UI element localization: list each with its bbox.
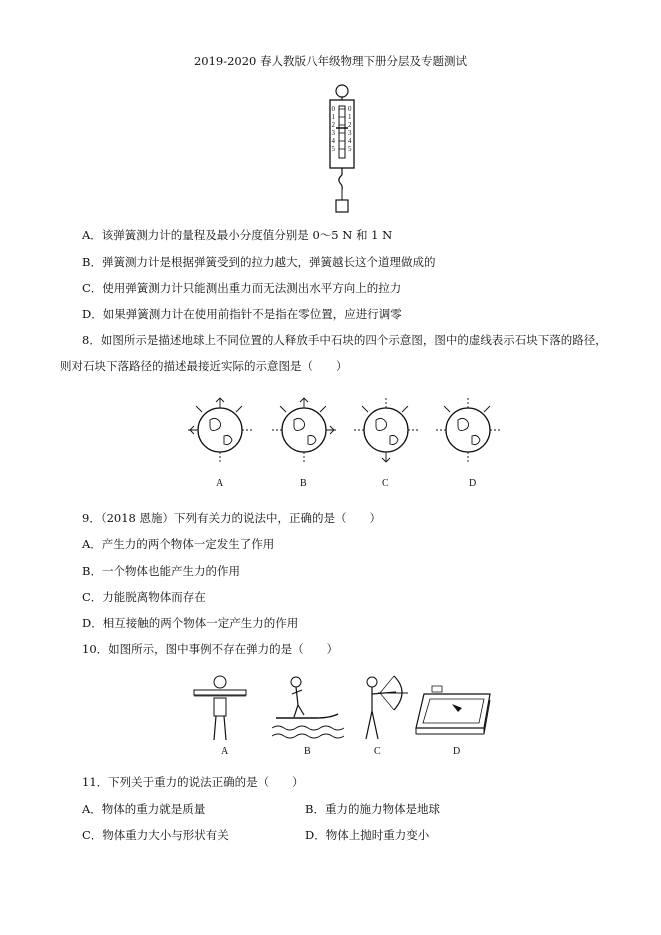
scale-left-label: 0 (331, 105, 335, 113)
globe-label-c: C (382, 478, 389, 489)
q9-option-c: C．力能脱离物体而存在 (82, 590, 206, 604)
q10-figure-d-board (412, 680, 496, 742)
q9-option-d: D．相互接触的两个物体一定产生力的作用 (82, 616, 299, 630)
q11-option-a: A．物体的重力就是质量 (82, 802, 206, 816)
q8-stem-line1: 8．如图所示是描述地球上不同位置的人释放手中石块的四个示意图，图中的虚线表示石块下落的路径， (82, 333, 607, 347)
q11-option-d: D．物体上抛时重力变小 (305, 828, 430, 842)
q7-option-a: A．该弹簧测力计的量程及最小分度值分别是 0～5 N 和 1 N (82, 228, 393, 242)
q11-option-b: B．重力的施力物体是地球 (305, 802, 440, 816)
q10-label-d: D (453, 746, 461, 757)
scale-right-label: 4 (348, 137, 352, 145)
q10-figure-b-diver (272, 672, 344, 744)
q7-option-b: B．弹簧测力计是根据弹簧受到的拉力越大，弹簧越长这个道理做成的 (82, 255, 436, 269)
q11-option-c: C．物体重力大小与形状有关 (82, 828, 229, 842)
globe-label-a: A (216, 478, 224, 489)
globe-figure-d (428, 390, 508, 470)
q10-label-c: C (374, 746, 381, 757)
spring-scale-figure (322, 82, 362, 217)
q10-stem: 10．如图所示，图中事例不存在弹力的是（ ） (82, 642, 339, 656)
globe-figure-a (180, 390, 260, 470)
scale-right-label: 5 (348, 145, 352, 153)
q11-stem: 11．下列关于重力的说法正确的是（ ） (82, 775, 304, 789)
q9-option-b: B．一个物体也能产生力的作用 (82, 564, 240, 578)
globe-figure-b (264, 390, 344, 470)
q9-option-a: A．产生力的两个物体一定发生了作用 (82, 537, 275, 551)
scale-left-label: 2 (331, 121, 335, 129)
scale-right-label: 2 (348, 121, 352, 129)
q10-label-a: A (221, 746, 229, 757)
q10-figure-a-stretcher (190, 672, 250, 744)
globe-label-d: D (469, 478, 477, 489)
q7-option-d: D．如果弹簧测力计在使用前指针不是指在零位置，应进行调零 (82, 307, 402, 321)
scale-left-label: 5 (331, 145, 335, 153)
scale-left-label: 4 (331, 137, 335, 145)
scale-right-label: 3 (348, 129, 352, 137)
q8-stem-line2: 则对石块下落路径的描述最接近实际的示意图是（ ） (60, 359, 348, 373)
q10-label-b: B (304, 746, 311, 757)
scale-right-label: 1 (348, 113, 352, 121)
scale-right-label: 0 (348, 105, 352, 113)
globe-label-b: B (300, 478, 307, 489)
page-title: 2019-2020 春人教版八年级物理下册分层及专题测试 (193, 54, 468, 68)
q9-stem: 9．（2018 恩施）下列有关力的说法中，正确的是（ ） (82, 511, 381, 525)
scale-left-label: 1 (331, 113, 335, 121)
scale-left-label: 3 (331, 129, 335, 137)
globe-figure-c (346, 390, 426, 470)
q10-figure-c-archer (350, 672, 410, 744)
q7-option-c: C．使用弹簧测力计只能测出重力而无法测出水平方向上的拉力 (82, 281, 402, 295)
